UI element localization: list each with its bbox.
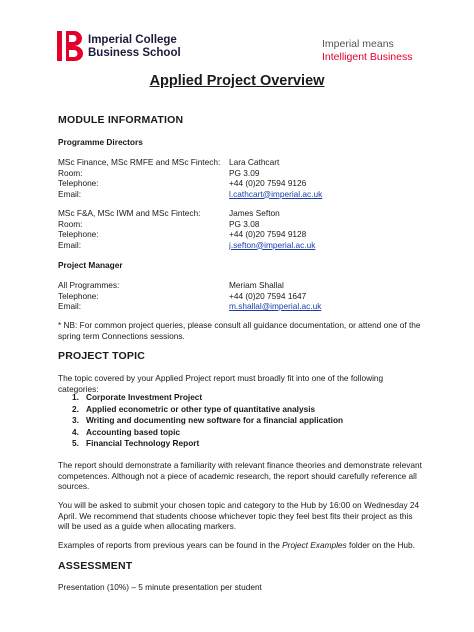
- manager-email-label: Email:: [58, 301, 82, 311]
- assessment-heading: ASSESSMENT: [58, 560, 133, 572]
- topic-category-item: [72, 427, 343, 439]
- project-manager-heading: Project Manager: [58, 260, 123, 270]
- topic-paragraph-3-start: Examples of reports from previous years can be found in the: [58, 540, 283, 550]
- director-2-name: James Sefton: [229, 208, 280, 218]
- director-2-telephone: +44 (0)20 7594 9128: [229, 229, 307, 239]
- manager-name: Meriam Shallal: [229, 280, 284, 290]
- page-title: Applied Project Overview: [149, 73, 325, 89]
- director-2-email-label: Email:: [58, 239, 82, 250]
- director-1-room-label: Room:: [58, 167, 83, 178]
- manager-email-link[interactable]: m.shallal@imperial.ac.uk: [229, 301, 322, 311]
- project-examples-folder-name: Project Examples: [282, 540, 347, 550]
- assessment-line-1: Presentation (10%) – 5 minute presentation per student: [58, 582, 262, 592]
- manager-telephone-label: Telephone:: [58, 290, 99, 301]
- topic-category-number: 5.: [72, 438, 79, 448]
- project-topic-heading: PROJECT TOPIC: [58, 350, 146, 362]
- imperial-logo-icon: [57, 31, 83, 61]
- topic-category-number: 1.: [72, 392, 79, 402]
- manager-telephone: +44 (0)20 7594 1647: [229, 290, 307, 301]
- logo-wordmark[interactable]: [88, 34, 181, 59]
- topic-category-item: [72, 415, 343, 427]
- tagline-line-1: Imperial means: [322, 38, 394, 50]
- director-1-email-label: Email:: [58, 188, 82, 199]
- topic-category-text: Writing and documenting new software for a financial application: [86, 415, 344, 425]
- logo-line-2: Business School: [88, 46, 181, 59]
- topic-category-item: [72, 392, 343, 404]
- topic-category-item: [72, 438, 343, 450]
- director-2-programmes-label: MSc F&A, MSc IWM and MSc Fintech:: [58, 208, 201, 218]
- topic-category-item: [72, 404, 343, 416]
- topic-paragraph-1: The report should demonstrate a familiarity with relevant finance theories and demonstrate relevant competences. Although not a piece of academic research, the report should carefully reference all sources.: [58, 460, 422, 492]
- programme-directors-heading: Programme Directors: [58, 137, 143, 147]
- director-1-name: Lara Cathcart: [229, 157, 280, 167]
- topic-paragraph-2: You will be asked to submit your chosen topic and category to the Hub by 16:00 on Wednesday 24 April. We recommend that students choose whichever topic they feel best fits their project as this will be used as a guide when allocating markers.: [58, 500, 420, 532]
- director-2-email-link[interactable]: j.sefton@imperial.ac.uk: [229, 239, 316, 250]
- director-1-email-link[interactable]: l.cathcart@imperial.ac.uk: [229, 188, 323, 199]
- topic-category-text: Financial Technology Report: [86, 438, 200, 448]
- topic-category-number: 4.: [72, 426, 79, 437]
- director-2-telephone-label: Telephone:: [58, 229, 99, 239]
- tagline: [322, 38, 412, 63]
- topic-category-list: [72, 392, 343, 450]
- topic-category-text: Accounting based topic: [86, 426, 181, 437]
- topic-category-number: 2.: [72, 403, 79, 414]
- topic-paragraph-3-end: folder on the Hub.: [346, 540, 415, 550]
- director-1-telephone: +44 (0)20 7594 9126: [229, 178, 307, 188]
- logo-line-1: Imperial College: [88, 34, 177, 46]
- tagline-line-2: Intelligent Business: [322, 50, 413, 63]
- topic-intro: The topic covered by your Applied Project report must broadly fit into one of the following categories:: [58, 373, 384, 394]
- manager-programmes-label: All Programmes:: [58, 280, 120, 290]
- topic-category-text: Applied econometric or other type of quantitative analysis: [86, 403, 316, 414]
- director-1-telephone-label: Telephone:: [58, 178, 99, 188]
- topic-paragraph-3: [58, 540, 423, 551]
- topic-category-number: 3.: [72, 415, 79, 425]
- guidance-note: * NB: For common project queries, please consult all guidance documentation, or attend one of the spring term Connections sessions.: [58, 320, 421, 341]
- topic-category-text: Corporate Investment Project: [86, 392, 203, 402]
- director-2-room-label: Room:: [58, 218, 83, 229]
- director-1-programmes-label: MSc Finance, MSc RMFE and MSc Fintech:: [58, 157, 221, 167]
- director-1-block: [58, 157, 438, 199]
- director-2-block: [58, 208, 438, 250]
- director-2-room: PG 3.08: [229, 218, 260, 229]
- module-information-heading: MODULE INFORMATION: [58, 114, 184, 126]
- director-1-room: PG 3.09: [229, 167, 260, 178]
- manager-block: [58, 280, 438, 312]
